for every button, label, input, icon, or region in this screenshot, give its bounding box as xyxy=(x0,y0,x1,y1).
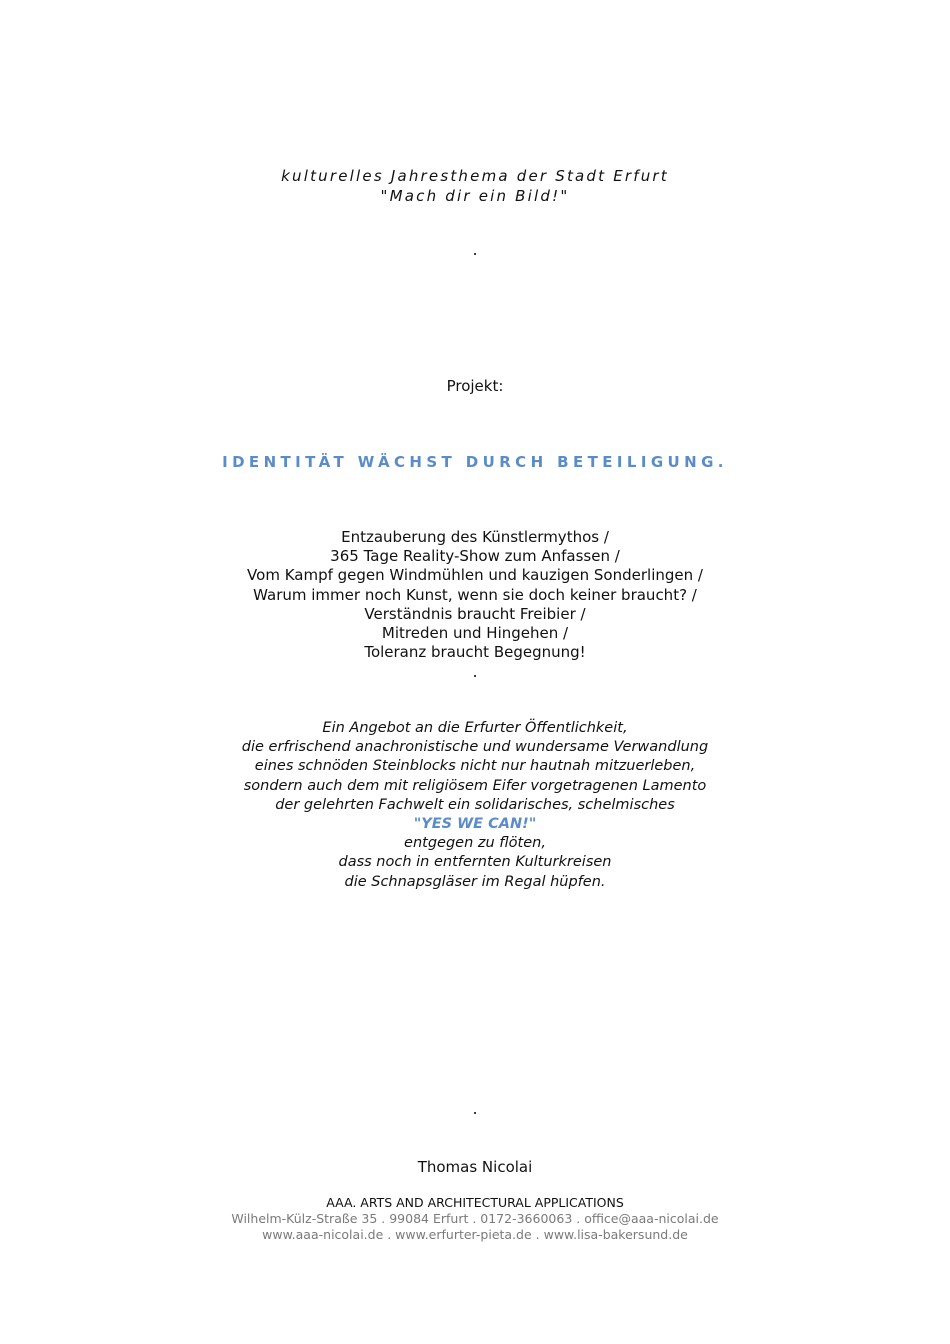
project-label: Projekt: xyxy=(446,377,504,395)
topic-line: 365 Tage Reality-Show zum Anfassen / xyxy=(330,547,620,566)
project-headline: IDENTITÄT WÄCHST DURCH BETEILIGUNG. xyxy=(222,453,728,471)
topic-line: Verständnis braucht Freibier / xyxy=(364,604,586,623)
offer-paragraph xyxy=(0,719,950,892)
offer-line: Ein Angebot an die Erfurter Öffentlichkeit, xyxy=(322,720,628,736)
theme-title: kulturelles Jahresthema der Stadt Erfurt xyxy=(281,167,669,185)
theme-block xyxy=(0,166,950,206)
topic-line: Toleranz braucht Begegnung! xyxy=(364,643,586,662)
topic-line: Vom Kampf gegen Windmühlen und kauzigen Sonderlingen / xyxy=(247,566,703,585)
offer-line: entgegen zu flöten, xyxy=(404,835,546,852)
author-name: Thomas Nicolai xyxy=(417,1158,533,1176)
topic-line: Mitreden und Hingehen / xyxy=(381,624,569,643)
topic-line: Entzauberung des Künstlermythos / xyxy=(341,528,609,546)
separator-dot-2: . xyxy=(472,662,478,681)
separator-dot-3: . xyxy=(472,1099,478,1118)
offer-line: die Schnapsgläser im Regal hüpfen. xyxy=(344,873,606,890)
theme-motto: "Mach dir ein Bild!" xyxy=(380,187,570,205)
footer-address: Wilhelm-Külz-Straße 35 . 99084 Erfurt . 0172-3660063 . office@aaa-nicolai.de xyxy=(231,1211,719,1226)
offer-highlight: "YES WE CAN!" xyxy=(413,816,537,833)
offer-line: eines schnöden Steinblocks nicht nur hautnah mitzuerleben, xyxy=(254,758,696,775)
offer-line: sondern auch dem mit religiösem Eifer vorgetragenen Lamento xyxy=(243,777,707,794)
separator-dot-1: . xyxy=(472,240,478,259)
offer-line: die erfrischend anachronistische und wundersame Verwandlung xyxy=(241,739,709,756)
topic-line: Warum immer noch Kunst, wenn sie doch keiner braucht? / xyxy=(253,585,697,604)
offer-line: der gelehrten Fachwelt ein solidarisches, schelmisches xyxy=(275,796,675,813)
offer-line: dass noch in entfernten Kulturkreisen xyxy=(338,854,612,871)
footer-websites: www.aaa-nicolai.de . www.erfurter-pieta.de . www.lisa-bakersund.de xyxy=(262,1227,688,1242)
footer-company: AAA. ARTS AND ARCHITECTURAL APPLICATIONS xyxy=(326,1195,624,1210)
topics-list xyxy=(0,528,950,662)
footer xyxy=(0,1195,950,1243)
